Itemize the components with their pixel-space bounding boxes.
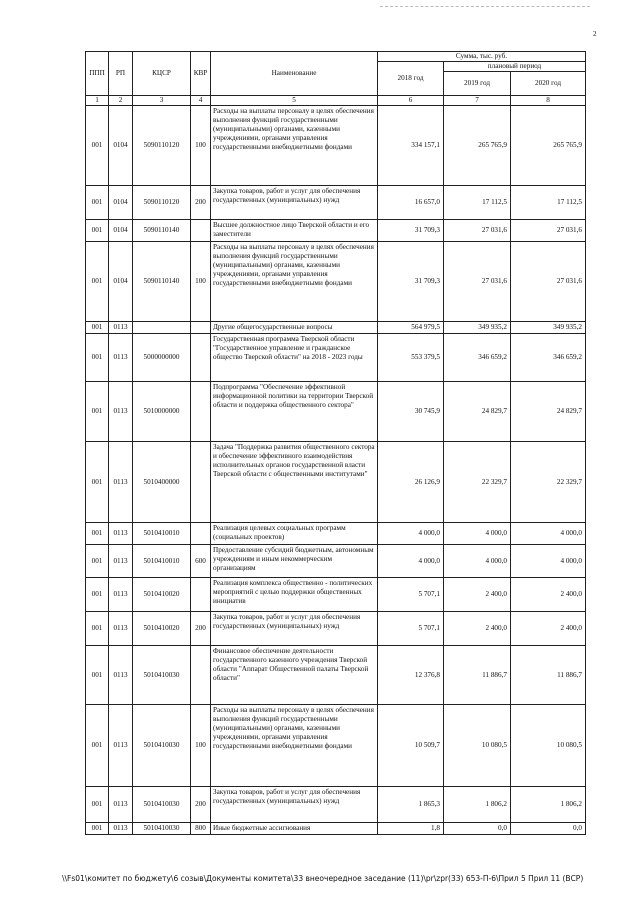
cell-ppp: 001: [86, 523, 109, 545]
cell-rp: 0113: [109, 523, 133, 545]
cell-v2020: 2 400,0: [511, 612, 586, 646]
cell-v2019: 22 329,7: [444, 442, 511, 523]
cell-ppp: 001: [86, 442, 109, 523]
budget-table: [85, 51, 586, 835]
cell-v2018: 30 745,9: [378, 382, 444, 442]
cell-v2020: 10 080,5: [511, 705, 586, 787]
cell-ppp: 001: [86, 545, 109, 578]
cell-v2019: 349 935,2: [444, 322, 511, 334]
cell-name: Реализация целевых социальных программ (социальных проектов): [211, 523, 378, 545]
cell-name: Закупка товаров, работ и услуг для обеспечения государственных (муниципальных) нужд: [211, 612, 378, 646]
cell-ppp: 001: [86, 382, 109, 442]
cell-v2019: 4 000,0: [444, 523, 511, 545]
table-row: [86, 322, 586, 334]
cell-kvr: [191, 646, 211, 705]
cell-v2019: 24 829,7: [444, 382, 511, 442]
cell-kcsr: 5010000000: [133, 382, 191, 442]
cell-kvr: 200: [191, 787, 211, 823]
cell-kvr: 600: [191, 545, 211, 578]
cell-ppp: 001: [86, 612, 109, 646]
cell-v2020: 1 806,2: [511, 787, 586, 823]
cell-v2020: 11 886,7: [511, 646, 586, 705]
header-num-7: 7: [444, 96, 511, 106]
cell-v2018: 5 707,1: [378, 578, 444, 612]
header-num-4: 4: [191, 96, 211, 106]
cell-v2020: 349 935,2: [511, 322, 586, 334]
cell-kcsr: 5090110120: [133, 106, 191, 186]
table-row: [86, 787, 586, 823]
cell-ppp: 001: [86, 322, 109, 334]
cell-name: Закупка товаров, работ и услуг для обеспечения государственных (муниципальных) нужд: [211, 787, 378, 823]
header-name: Наименование: [211, 52, 378, 96]
cell-kvr: [191, 382, 211, 442]
cell-name: Задача "Поддержка развития общественного сектора и обеспечение эффективного взаимодействия исполнительных органов государственной власти Тверской области с общественными институтами": [211, 442, 378, 523]
cell-kvr: 200: [191, 612, 211, 646]
cell-kcsr: 5010410030: [133, 823, 191, 835]
cell-ppp: 001: [86, 220, 109, 242]
cell-name: Расходы на выплаты персоналу в целях обеспечения выполнения функций государственными (муниципальными) органами, казенными учреждениями, органами управления государственными внебюджетными фондами: [211, 106, 378, 186]
cell-v2018: 1 865,3: [378, 787, 444, 823]
cell-kvr: [191, 523, 211, 545]
cell-rp: 0113: [109, 612, 133, 646]
table-row: [86, 186, 586, 220]
cell-v2018: 5 707,1: [378, 612, 444, 646]
cell-kvr: 200: [191, 186, 211, 220]
cell-v2018: 4 000,0: [378, 545, 444, 578]
cell-v2019: 17 112,5: [444, 186, 511, 220]
cell-ppp: 001: [86, 578, 109, 612]
cell-rp: 0113: [109, 334, 133, 382]
cell-rp: 0113: [109, 382, 133, 442]
cell-name: Иные бюджетные ассигнования: [211, 823, 378, 835]
table-row: [86, 705, 586, 787]
header-kcsr: КЦСР: [133, 52, 191, 96]
header-rp: РП: [109, 52, 133, 96]
table-row: [86, 523, 586, 545]
cell-kcsr: 5090110140: [133, 220, 191, 242]
cell-name: Высшее должностное лицо Тверской области и его заместители: [211, 220, 378, 242]
cell-v2018: 26 126,9: [378, 442, 444, 523]
cell-kcsr: [133, 322, 191, 334]
cell-rp: 0104: [109, 106, 133, 186]
table-row: [86, 106, 586, 186]
cell-v2018: 334 157,1: [378, 106, 444, 186]
cell-v2019: 4 000,0: [444, 545, 511, 578]
footer-file-path: \\Fs01\комитет по бюджету\6 созыв\Документы комитета\33 внеочередное заседание (11)\pr\zpr(33) 653-П-6\Прил 5 Прил 11 (ВСР): [62, 874, 584, 883]
cell-v2020: 4 000,0: [511, 545, 586, 578]
table-row: [86, 242, 586, 322]
cell-rp: 0113: [109, 578, 133, 612]
cell-rp: 0104: [109, 242, 133, 322]
cell-kcsr: 5010400000: [133, 442, 191, 523]
top-dashed-line: [380, 6, 590, 7]
cell-kcsr: 5010410030: [133, 705, 191, 787]
cell-kvr: 100: [191, 106, 211, 186]
cell-kvr: 800: [191, 823, 211, 835]
cell-v2020: 22 329,7: [511, 442, 586, 523]
table-row: [86, 220, 586, 242]
cell-v2020: 346 659,2: [511, 334, 586, 382]
cell-v2020: 4 000,0: [511, 523, 586, 545]
cell-name: Расходы на выплаты персоналу в целях обеспечения выполнения функций государственными (муниципальными) органами, казенными учреждениями, органами управления государственными внебюджетными фондами: [211, 242, 378, 322]
cell-v2018: 12 376,8: [378, 646, 444, 705]
cell-kvr: 100: [191, 705, 211, 787]
cell-name: Государственная программа Тверской области "Государственное управление и гражданское общество Тверской области" на 2018 - 2023 годы: [211, 334, 378, 382]
header-2020: 2020 год: [511, 72, 586, 96]
cell-kcsr: 5010410030: [133, 787, 191, 823]
cell-v2018: 31 709,3: [378, 220, 444, 242]
cell-rp: 0113: [109, 705, 133, 787]
cell-ppp: 001: [86, 646, 109, 705]
page-number: 2: [593, 30, 597, 38]
table-row: [86, 334, 586, 382]
cell-rp: 0113: [109, 823, 133, 835]
cell-v2020: 2 400,0: [511, 578, 586, 612]
cell-rp: 0113: [109, 442, 133, 523]
cell-v2018: 4 000,0: [378, 523, 444, 545]
cell-kcsr: 5010410030: [133, 646, 191, 705]
cell-rp: 0113: [109, 787, 133, 823]
cell-kcsr: 5090110120: [133, 186, 191, 220]
cell-v2019: 265 765,9: [444, 106, 511, 186]
header-num-5: 5: [211, 96, 378, 106]
cell-name: Реализация комплекса общественно - политических мероприятий с целью поддержки общественных инициатив: [211, 578, 378, 612]
header-num-6: 6: [378, 96, 444, 106]
cell-ppp: 001: [86, 705, 109, 787]
header-ppp: ППП: [86, 52, 109, 96]
cell-name: Закупка товаров, работ и услуг для обеспечения государственных (муниципальных) нужд: [211, 186, 378, 220]
cell-kcsr: 5010410010: [133, 523, 191, 545]
cell-kcsr: 5010410010: [133, 545, 191, 578]
cell-name: Предоставление субсидий бюджетным, автономным учреждениям и иным некоммерческим организациям: [211, 545, 378, 578]
cell-v2018: 16 657,0: [378, 186, 444, 220]
header-2019: 2019 год: [444, 72, 511, 96]
cell-v2019: 10 080,5: [444, 705, 511, 787]
cell-v2020: 27 031,6: [511, 220, 586, 242]
cell-ppp: 001: [86, 787, 109, 823]
cell-kvr: [191, 442, 211, 523]
table-row: [86, 646, 586, 705]
cell-v2019: 11 886,7: [444, 646, 511, 705]
cell-rp: 0104: [109, 220, 133, 242]
cell-kcsr: 5090110140: [133, 242, 191, 322]
cell-v2020: 17 112,5: [511, 186, 586, 220]
cell-kcsr: 5010410020: [133, 612, 191, 646]
cell-v2019: 2 400,0: [444, 612, 511, 646]
cell-v2020: 27 031,6: [511, 242, 586, 322]
cell-v2019: 0,0: [444, 823, 511, 835]
cell-ppp: 001: [86, 106, 109, 186]
cell-ppp: 001: [86, 242, 109, 322]
table-row: [86, 545, 586, 578]
cell-name: Финансовое обеспечение деятельности государственного казенного учреждения Тверской области "Аппарат Общественной палаты Тверской области": [211, 646, 378, 705]
cell-v2019: 27 031,6: [444, 220, 511, 242]
table-row: [86, 382, 586, 442]
cell-name: Расходы на выплаты персоналу в целях обеспечения выполнения функций государственными (муниципальными) органами, казенными учреждениями, органами управления государственными внебюджетными фондами: [211, 705, 378, 787]
cell-v2018: 31 709,3: [378, 242, 444, 322]
header-num-3: 3: [133, 96, 191, 106]
cell-v2020: 24 829,7: [511, 382, 586, 442]
cell-v2019: 27 031,6: [444, 242, 511, 322]
cell-v2020: 0,0: [511, 823, 586, 835]
cell-rp: 0113: [109, 545, 133, 578]
cell-name: Другие общегосударственные вопросы: [211, 322, 378, 334]
table-row: [86, 823, 586, 835]
header-num-8: 8: [511, 96, 586, 106]
cell-kvr: 100: [191, 242, 211, 322]
cell-ppp: 001: [86, 823, 109, 835]
cell-kcsr: 5000000000: [133, 334, 191, 382]
cell-ppp: 001: [86, 186, 109, 220]
table-row: [86, 578, 586, 612]
cell-rp: 0113: [109, 322, 133, 334]
cell-ppp: 001: [86, 334, 109, 382]
header-kvr: КВР: [191, 52, 211, 96]
cell-v2018: 553 379,5: [378, 334, 444, 382]
cell-kcsr: 5010410020: [133, 578, 191, 612]
cell-v2019: 2 400,0: [444, 578, 511, 612]
cell-v2019: 1 806,2: [444, 787, 511, 823]
cell-kvr: [191, 322, 211, 334]
cell-v2019: 346 659,2: [444, 334, 511, 382]
cell-rp: 0104: [109, 186, 133, 220]
cell-kvr: [191, 578, 211, 612]
cell-name: Подпрограмма "Обеспечение эффективной информационной политики на территории Тверской области и поддержка общественного сектора": [211, 382, 378, 442]
cell-v2020: 265 765,9: [511, 106, 586, 186]
header-2018: 2018 год: [378, 62, 444, 96]
table-row: [86, 442, 586, 523]
cell-rp: 0113: [109, 646, 133, 705]
cell-v2018: 564 979,5: [378, 322, 444, 334]
cell-v2018: 10 509,7: [378, 705, 444, 787]
cell-kvr: [191, 220, 211, 242]
header-sum: Сумма, тыс. руб.: [378, 52, 586, 62]
cell-v2018: 1,8: [378, 823, 444, 835]
header-num-2: 2: [109, 96, 133, 106]
table-row: [86, 612, 586, 646]
header-plan-period: плановый период: [444, 62, 586, 72]
cell-kvr: [191, 334, 211, 382]
header-num-1: 1: [86, 96, 109, 106]
